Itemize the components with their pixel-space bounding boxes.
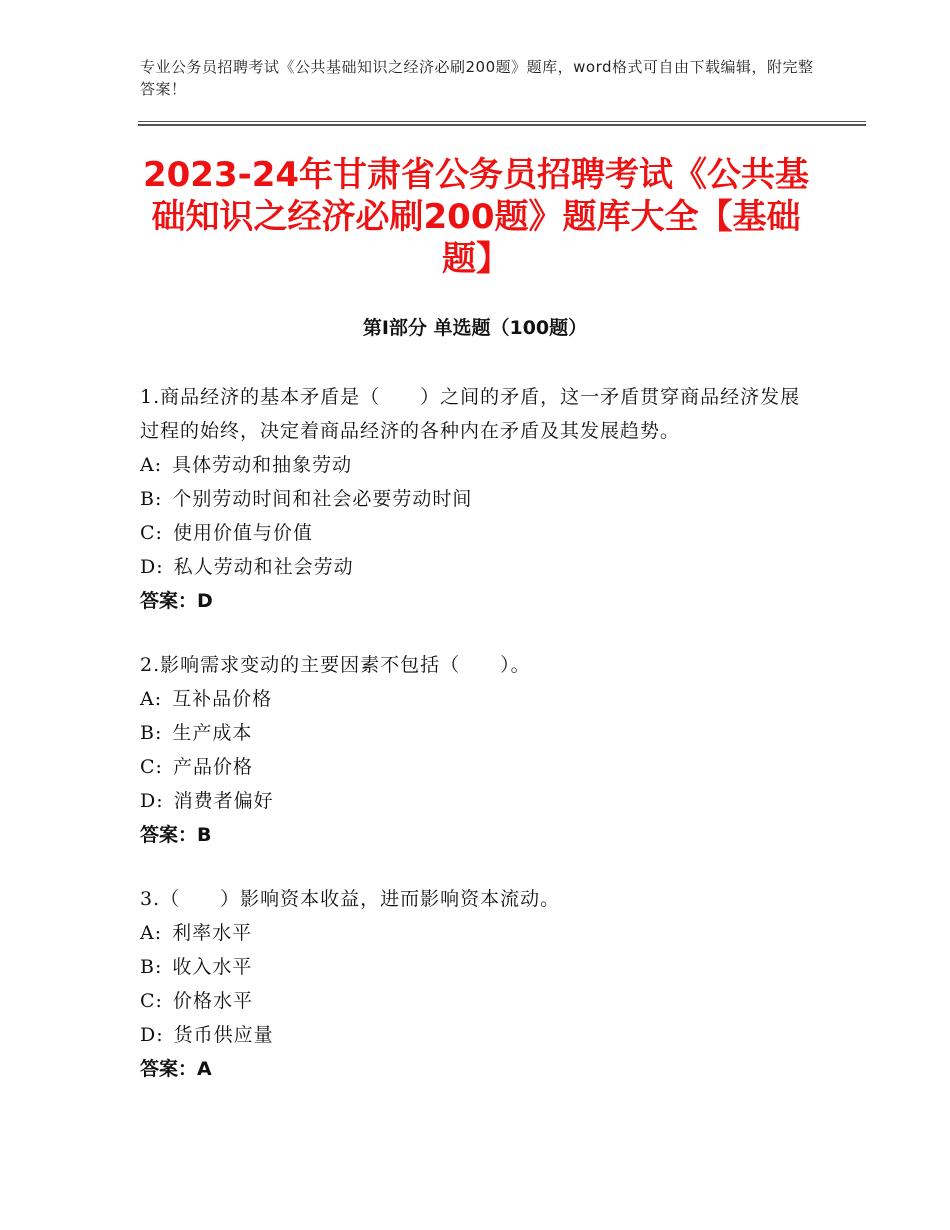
option-text: 产品价格 bbox=[172, 756, 253, 778]
question-stem: 2.影响需求变动的主要因素不包括（ ）。 bbox=[140, 654, 531, 676]
answer-value: D bbox=[197, 590, 213, 612]
option-d bbox=[140, 1018, 810, 1052]
header-divider-thick bbox=[138, 124, 866, 126]
option-text: 利率水平 bbox=[172, 922, 253, 944]
option-letter: B: bbox=[140, 956, 163, 978]
option-letter: A: bbox=[140, 454, 163, 476]
option-text: 互补品价格 bbox=[172, 688, 273, 710]
answer-value: A bbox=[197, 1058, 212, 1080]
option-letter: C: bbox=[140, 756, 163, 778]
question-stem: 1.商品经济的基本矛盾是（ ）之间的矛盾，这一矛盾贯穿商品经济发展过程的始终，决定着商品经济的各种内在矛盾及其发展趋势。 bbox=[140, 386, 801, 442]
answer-label: 答案： bbox=[140, 590, 198, 612]
option-a bbox=[140, 682, 810, 716]
option-c bbox=[140, 516, 810, 550]
option-b bbox=[140, 482, 810, 516]
option-letter: C: bbox=[140, 990, 163, 1012]
document-title: 2023-24年甘肃省公务员招聘考试《公共基础知识之经济必刷200题》题库大全【基础题】 bbox=[142, 155, 810, 279]
option-letter: B: bbox=[140, 722, 163, 744]
option-text: 私人劳动和社会劳动 bbox=[173, 556, 354, 578]
option-text: 使用价值与价值 bbox=[172, 522, 313, 544]
option-d bbox=[140, 550, 810, 584]
header-note: 专业公务员招聘考试《公共基础知识之经济必刷200题》题库，word格式可自由下载编辑，附完整答案！ bbox=[140, 58, 814, 98]
option-letter: A: bbox=[140, 922, 163, 944]
option-text: 具体劳动和抽象劳动 bbox=[172, 454, 353, 476]
question-list bbox=[140, 380, 810, 1116]
option-letter: D: bbox=[140, 556, 164, 578]
answer-line bbox=[140, 818, 810, 852]
option-text: 货币供应量 bbox=[173, 1024, 274, 1046]
answer-value: B bbox=[197, 824, 212, 846]
option-text: 价格水平 bbox=[172, 990, 253, 1012]
answer-label: 答案： bbox=[140, 824, 198, 846]
option-letter: A: bbox=[140, 688, 163, 710]
answer-line bbox=[140, 584, 810, 618]
option-d bbox=[140, 784, 810, 818]
answer-line bbox=[140, 1052, 810, 1086]
option-b bbox=[140, 716, 810, 750]
header-divider-thin bbox=[138, 121, 866, 122]
option-a bbox=[140, 916, 810, 950]
question-1 bbox=[140, 380, 810, 618]
option-text: 消费者偏好 bbox=[173, 790, 274, 812]
option-letter: D: bbox=[140, 1024, 164, 1046]
option-letter: C: bbox=[140, 522, 163, 544]
option-text: 个别劳动时间和社会必要劳动时间 bbox=[172, 488, 473, 510]
option-c bbox=[140, 984, 810, 1018]
section-heading: 第I部分 单选题（100题） bbox=[362, 317, 588, 339]
option-c bbox=[140, 750, 810, 784]
option-text: 收入水平 bbox=[172, 956, 253, 978]
option-letter: B: bbox=[140, 488, 163, 510]
question-2 bbox=[140, 648, 810, 852]
answer-label: 答案： bbox=[140, 1058, 198, 1080]
option-letter: D: bbox=[140, 790, 164, 812]
question-stem: 3.（ ）影响资本收益，进而影响资本流动。 bbox=[140, 888, 561, 910]
question-3 bbox=[140, 882, 810, 1086]
option-text: 生产成本 bbox=[172, 722, 253, 744]
option-a bbox=[140, 448, 810, 482]
option-b bbox=[140, 950, 810, 984]
